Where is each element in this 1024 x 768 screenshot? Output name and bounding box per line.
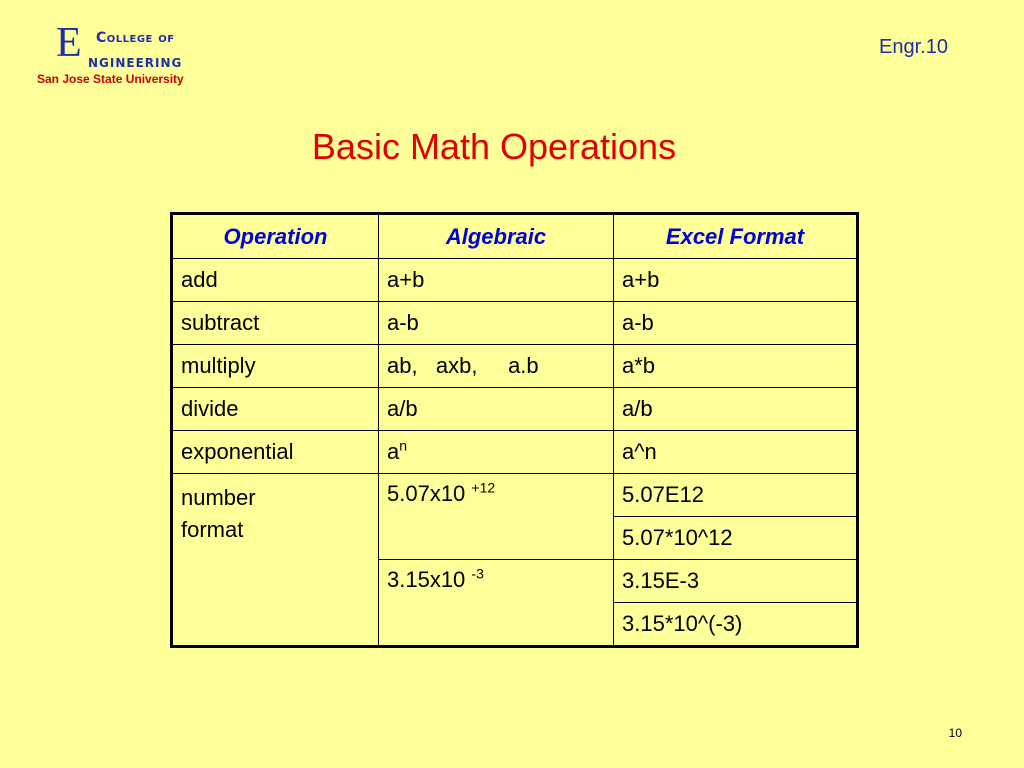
cell-operation: exponential — [172, 431, 379, 474]
course-label: Engr.10 — [879, 36, 948, 58]
cell-operation: multiply — [172, 345, 379, 388]
cell-excel: 3.15E-3 — [614, 560, 858, 603]
cell-algebraic-large — [379, 474, 614, 560]
header-excel-format: Excel Format — [614, 214, 858, 259]
table-row — [172, 302, 858, 345]
cell-excel: a-b — [614, 302, 858, 345]
table-header-row — [172, 214, 858, 259]
sci-superscript: -3 — [471, 565, 484, 582]
sci-base: 3.15x10 — [387, 567, 472, 592]
sci-superscript: +12 — [471, 479, 496, 496]
cell-excel: 5.07*10^12 — [614, 517, 858, 560]
table-row — [172, 345, 858, 388]
cell-number-format: number format — [172, 474, 379, 647]
page-number: 10 — [948, 726, 962, 740]
logo-college-of: College of — [96, 30, 175, 46]
cell-excel: a*b — [614, 345, 858, 388]
cell-operation: add — [172, 259, 379, 302]
sci-base: 5.07x10 — [387, 481, 472, 506]
logo-letter-e: E — [56, 20, 82, 66]
cell-excel: a+b — [614, 259, 858, 302]
exp-base: a — [387, 439, 400, 464]
cell-excel: 3.15*10^(-3) — [614, 603, 858, 647]
college-logo — [36, 16, 246, 88]
cell-excel: a^n — [614, 431, 858, 474]
cell-algebraic: a/b — [379, 388, 614, 431]
cell-excel: 5.07E12 — [614, 474, 858, 517]
exp-superscript: n — [399, 437, 408, 454]
table-row — [172, 431, 858, 474]
cell-operation: subtract — [172, 302, 379, 345]
cell-algebraic: a-b — [379, 302, 614, 345]
cell-algebraic-small — [379, 560, 614, 647]
logo-university: San Jose State University — [37, 72, 184, 86]
table-row — [172, 474, 858, 517]
logo-engineering: ngineering — [88, 52, 183, 72]
table-row — [172, 388, 858, 431]
cell-algebraic: a+b — [379, 259, 614, 302]
header-algebraic: Algebraic — [379, 214, 614, 259]
table-row — [172, 259, 858, 302]
slide-title: Basic Math Operations — [311, 126, 677, 167]
cell-excel: a/b — [614, 388, 858, 431]
cell-algebraic — [379, 431, 614, 474]
cell-algebraic: ab, axb, a.b — [379, 345, 614, 388]
operations-table — [170, 212, 859, 648]
cell-operation: divide — [172, 388, 379, 431]
header-operation: Operation — [172, 214, 379, 259]
